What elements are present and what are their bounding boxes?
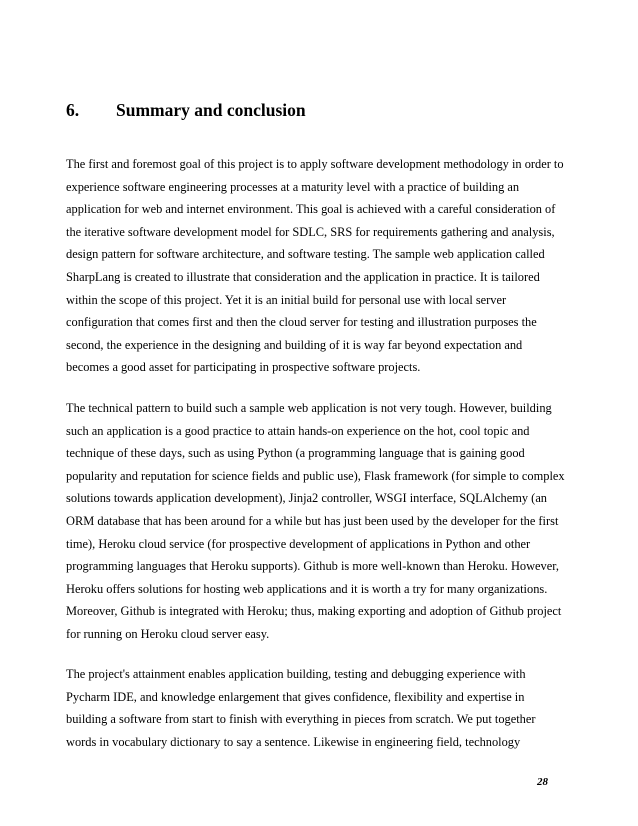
paragraph-line: words in vocabulary dictionary to say a sentence. Likewise in engineering field, technology [66,734,521,749]
section-title: Summary and conclusion [116,100,306,120]
paragraph-line: SharpLang is created to illustrate that consideration and the application in practice. It is tailored [66,269,540,284]
paragraph-3 [66,663,586,753]
paragraph-line: experience software engineering processes at a maturity level with a practice of building an [66,179,520,194]
paragraph-line: The project's attainment enables application building, testing and debugging experience with [66,667,526,681]
paragraph-line: Moreover, Github is integrated with Heroku; thus, making exporting and adoption of Github project [66,604,562,619]
paragraph-line: application for web and internet environment. This goal is achieved with a careful consideration of [66,202,556,217]
paragraph-line: second, the experience in the designing and building of it is way far beyond expectation and [66,337,523,352]
paragraph-line: technique of these days, such as using Python (a programming language that is gaining good [66,446,525,461]
paragraph-line: programming languages that Heroku supports). Github is more well-known than Heroku. However, [66,559,559,574]
section-number: 6. [66,100,80,120]
paragraph-line: becomes a good asset for participating in prospective software projects. [66,360,421,375]
paragraph-line: within the scope of this project. Yet it is an initial build for personal use with local server [66,292,507,307]
page-number: 28 [537,776,548,788]
paragraph-line: configuration that comes first and then the cloud server for testing and illustration purposes the [66,315,537,330]
paragraph-line: popularity and reputation for science fields and public use), Flask framework (for simple to complex [66,468,565,483]
paragraph-line: The first and foremost goal of this project is to apply software development methodology in order to [66,157,564,171]
paragraph-line: such an application is a good practice to attain hands-on experience on the hot, cool topic and [66,423,530,438]
paragraph-line: for running on Heroku cloud server easy. [66,626,270,641]
paragraph-1 [66,153,586,379]
paragraph-line: the iterative software development model for SDLC, SRS for requirements gathering and analysis, [66,224,555,239]
paragraph-2 [66,397,586,646]
paragraph-line: solutions towards application development), Jinja2 controller, WSGI interface, SQLAlchemy (an [66,491,548,506]
paragraph-line: Heroku offers solutions for hosting web applications and it is worth a try for many organizations. [66,581,548,596]
paragraph-line: building a software from start to finish with everything in pieces from scratch. We put together [66,712,536,727]
section-heading [66,100,306,121]
paragraph-line: The technical pattern to build such a sample web application is not very tough. However, building [66,401,552,415]
paragraph-line: ORM database that has been around for a while but has just been used by the developer for the first [66,513,559,528]
paragraph-line: time), Heroku cloud service (for prospective development of applications in Python and other [66,536,531,551]
paragraph-line: Pycharm IDE, and knowledge enlargement that gives confidence, flexibility and expertise in [66,689,525,704]
paragraph-line: design pattern for software architecture, and software testing. The sample web application called [66,247,545,262]
